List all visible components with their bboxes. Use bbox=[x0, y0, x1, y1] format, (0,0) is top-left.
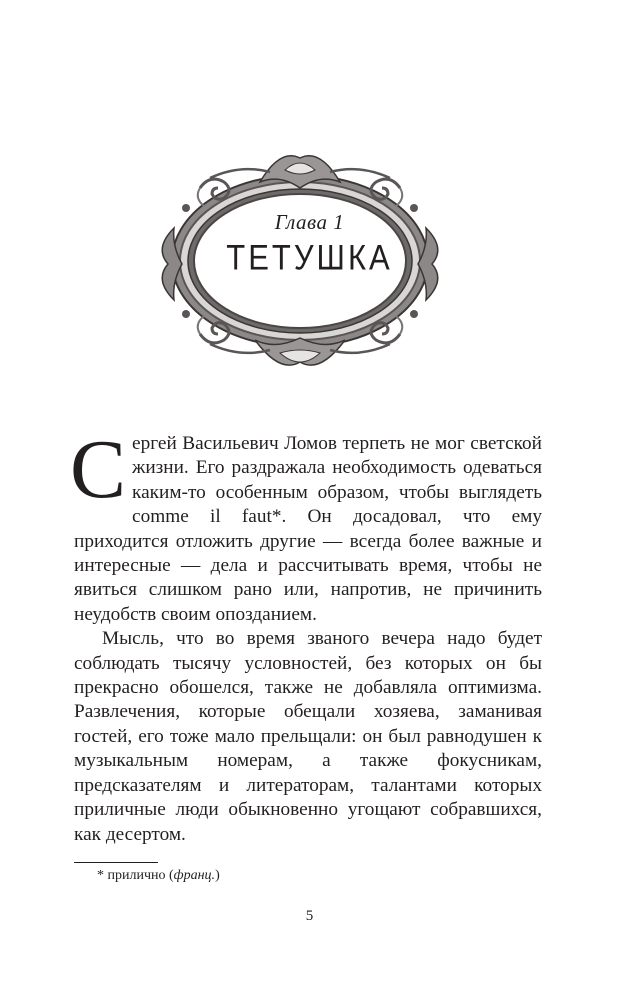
chapter-title: ТЕТУШКА bbox=[226, 237, 393, 278]
paragraph-2: Мысль, что во время званого вечера надо будет соблюдать тысячу условностей, без которых он бы прекрасно обошелся, также не добавляла оптимизма. Развлечения, которые обещали хозяева, заманивая гостей, его тоже мало прельщали: он был равнодушен к музыкальным номерам, а также фокусникам, предсказателям и литераторам, талантами которых приличные люди обыкновенно угощают собравшихся, как десертом. bbox=[74, 628, 542, 845]
footnote-marker: * bbox=[97, 868, 104, 883]
footnote-language: франц. bbox=[173, 868, 216, 883]
footnote-text: прилично ( bbox=[104, 868, 174, 883]
paragraph-1-text: ергей Васильевич Ломов терпеть не мог светской жизни. Его раздражала необходимость одеваться каким-то особенным образом, чтобы выглядеть comme il faut*. Он досадовал, что ему приходится отложить другие — всегда более важные и интересные — дела и рассчитывать время, чтобы не явиться слишком рано или, напротив, не причинить неудобств своим опозданием. bbox=[74, 433, 542, 625]
chapter-label: Глава 1 bbox=[274, 210, 345, 234]
footnote-close: ) bbox=[215, 868, 220, 883]
paragraph-1 bbox=[70, 423, 542, 627]
body-text bbox=[70, 423, 542, 847]
drop-cap: С bbox=[70, 423, 127, 516]
footnote bbox=[97, 868, 220, 884]
page-number: 5 bbox=[305, 908, 314, 924]
footnote-rule bbox=[74, 862, 158, 863]
